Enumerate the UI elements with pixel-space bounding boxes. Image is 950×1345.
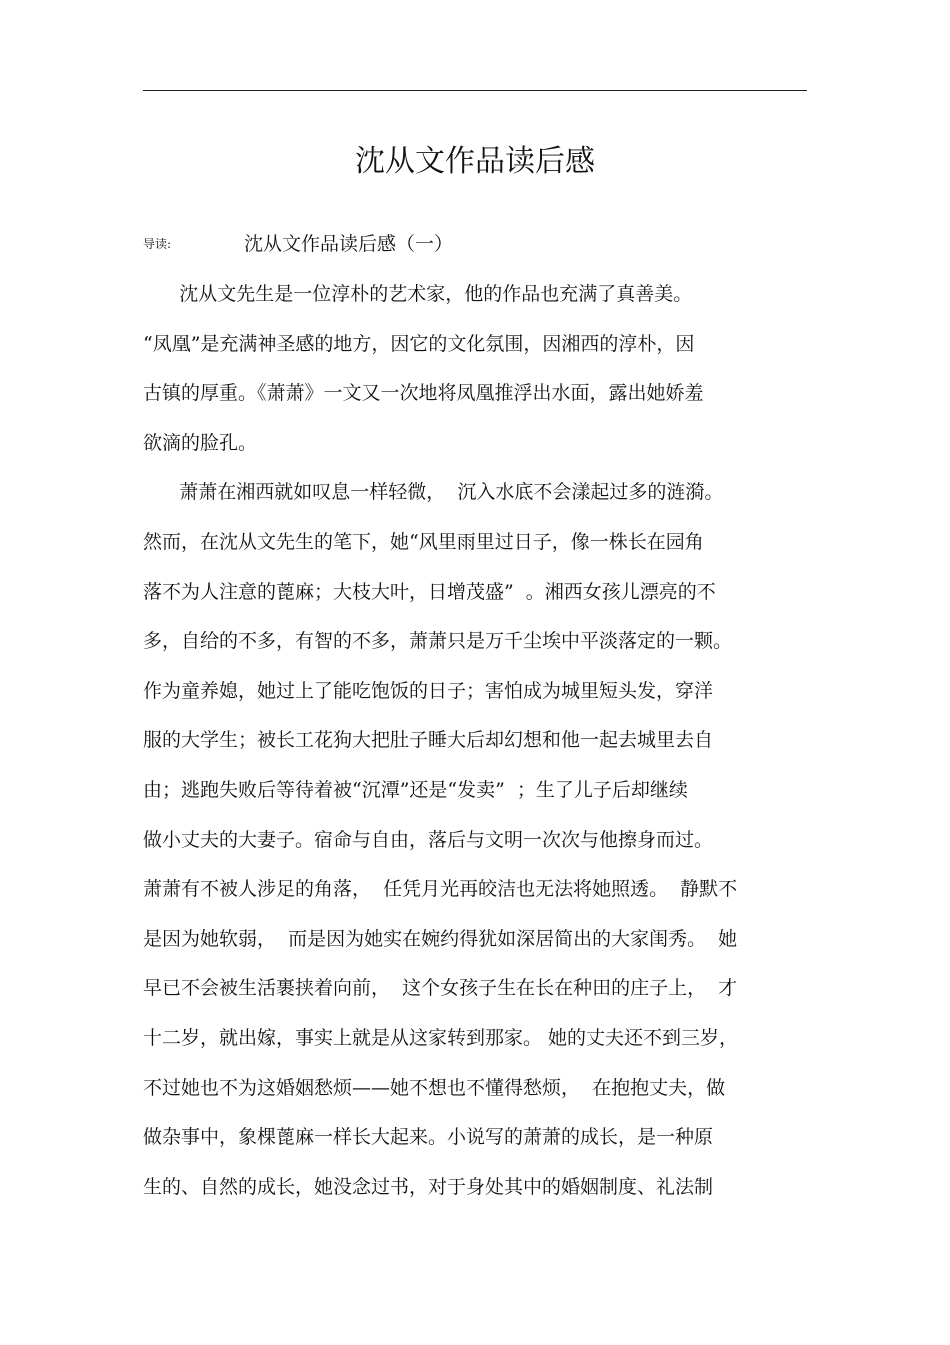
text-line: 服的大学生；被长工花狗大把肚子睡大后却幻想和他一起去城里去自 bbox=[143, 729, 714, 752]
text-line: 由；逃跑失败后等待着被“沉潭”还是“发卖” ；生了儿子后却继续 bbox=[143, 778, 688, 801]
text-line: 萧萧有不被人涉足的角落， 任凭月光再皎洁也无法将她照透。 静默不 bbox=[143, 878, 738, 901]
guide-label: 导读: bbox=[143, 237, 172, 251]
text-line: “凤凰”是充满神圣感的地方，因它的文化氛围，因湘西的淳朴，因 bbox=[143, 332, 695, 355]
text-line: 作为童养媳，她过上了能吃饱饭的日子；害怕成为城里短头发，穿洋 bbox=[143, 679, 714, 702]
document-title: 沈从文作品读后感 bbox=[355, 144, 595, 179]
text-line: 生的、自然的成长，她没念过书，对于身处其中的婚姻制度、礼法制 bbox=[143, 1175, 714, 1198]
text-line: 萧萧在湘西就如叹息一样轻微， 沉入水底不会漾起过多的涟漪。 bbox=[143, 481, 724, 504]
text-line: 多，自给的不多，有智的不多，萧萧只是万千尘埃中平淡落定的一颗。 bbox=[143, 630, 733, 653]
text-line: 是因为她软弱， 而是因为她实在婉约得犹如深居简出的大家闺秀。 她 bbox=[143, 927, 738, 950]
text-line: 做杂事中，象棵蓖麻一样长大起来。小说写的萧萧的成长，是一种原 bbox=[143, 1126, 714, 1149]
text-line: 不过她也不为这婚姻愁烦——她不想也不懂得愁烦， 在抱抱丈夫，做 bbox=[143, 1076, 726, 1099]
guide-subtitle: 沈从文作品读后感（一） bbox=[244, 233, 454, 255]
text-line: 欲滴的脸孔。 bbox=[143, 431, 258, 454]
text-line: 早已不会被生活裹挟着向前， 这个女孩子生在长在种田的庄子上， 才 bbox=[143, 977, 738, 1000]
body-text bbox=[143, 280, 807, 1222]
text-line: 十二岁，就出嫁，事实上就是从这家转到那家。 她的丈夫还不到三岁， bbox=[143, 1026, 739, 1049]
text-line: 古镇的厚重。《萧萧》一文又一次地将凤凰推浮出水面，露出她娇羞 bbox=[143, 382, 704, 405]
text-line: 然而，在沈从文先生的笔下，她“风里雨里过日子，像一株长在园角 bbox=[143, 530, 704, 553]
header-rule bbox=[143, 90, 807, 91]
text-line: 落不为人注意的蓖麻；大枝大叶，日增茂盛” 。湘西女孩儿漂亮的不 bbox=[143, 580, 716, 603]
text-line: 做小丈夫的大妻子。宿命与自由，落后与文明一次次与他擦身而过。 bbox=[143, 828, 714, 851]
text-line: 沈从文先生是一位淳朴的艺术家，他的作品也充满了真善美。 bbox=[143, 283, 693, 305]
